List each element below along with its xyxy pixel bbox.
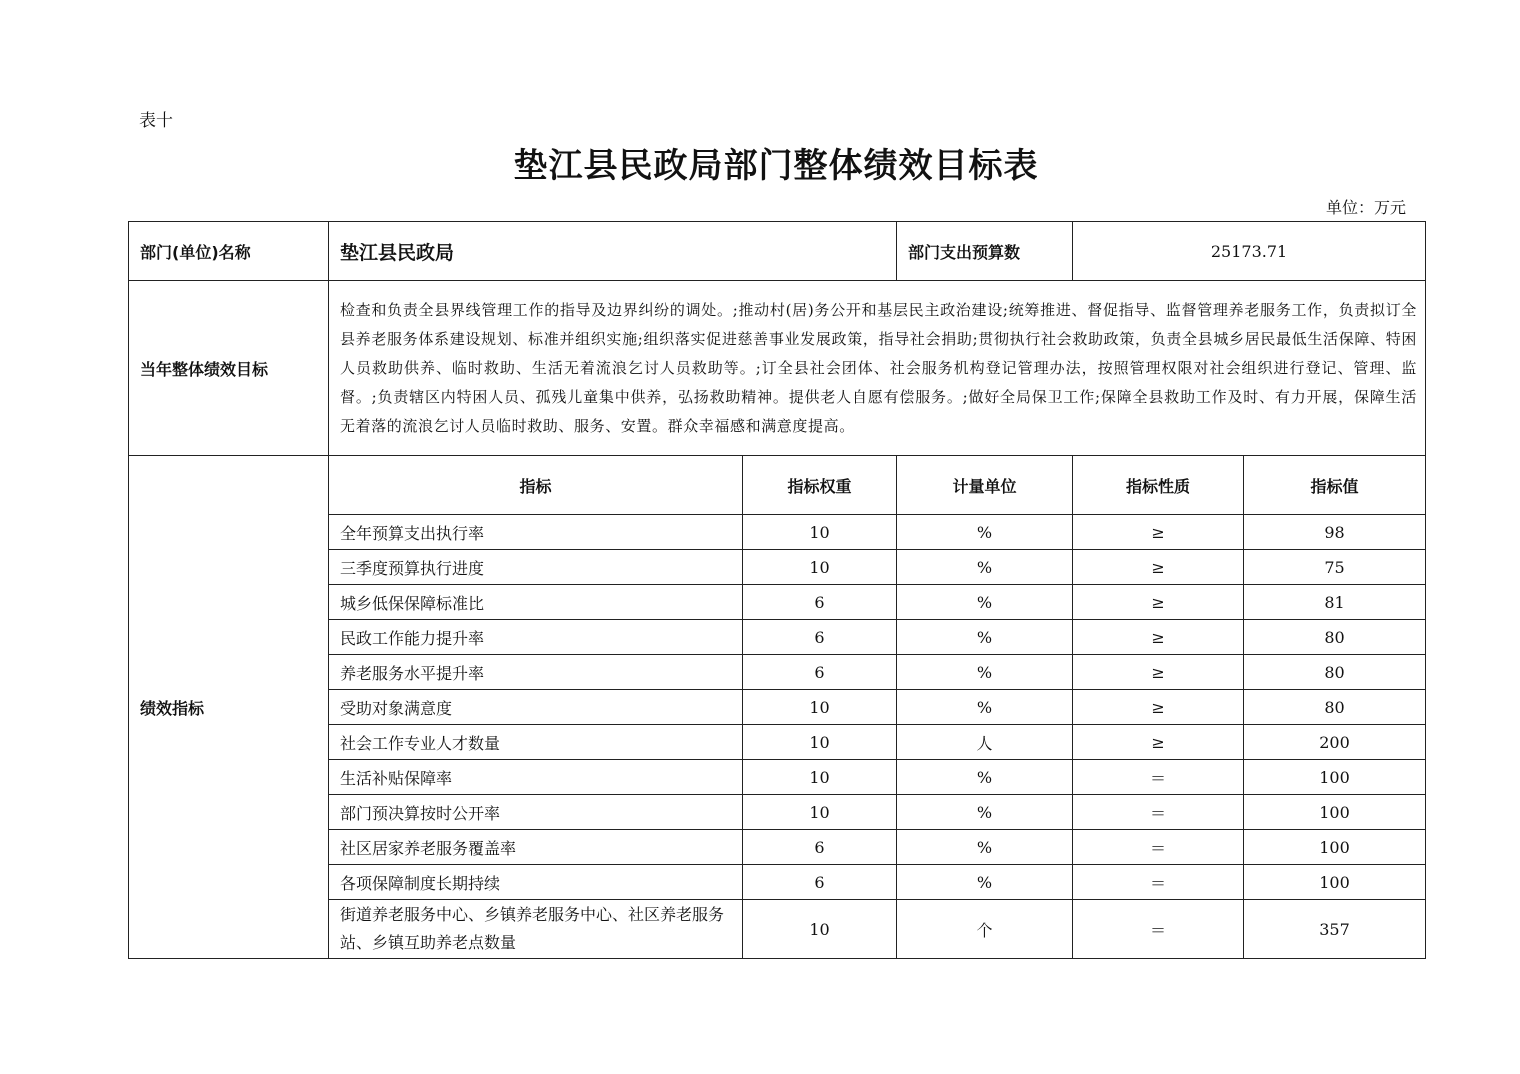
indicator-nature: ＝	[1073, 865, 1244, 900]
indicator-name: 民政工作能力提升率	[329, 620, 743, 655]
indicator-unit: %	[897, 830, 1073, 865]
indicator-value: 75	[1244, 550, 1426, 585]
indicator-name: 生活补贴保障率	[329, 760, 743, 795]
header-unit: 计量单位	[897, 456, 1073, 515]
indicator-value: 80	[1244, 690, 1426, 725]
indicator-name: 全年预算支出执行率	[329, 515, 743, 550]
indicator-weight: 6	[743, 830, 897, 865]
indicator-unit: %	[897, 795, 1073, 830]
indicator-name: 受助对象满意度	[329, 690, 743, 725]
indicator-nature: ＝	[1073, 830, 1244, 865]
indicator-value: 81	[1244, 585, 1426, 620]
indicator-weight: 10	[743, 760, 897, 795]
indicator-nature: ≥	[1073, 550, 1244, 585]
indicator-weight: 10	[743, 515, 897, 550]
goal-label: 当年整体绩效目标	[129, 281, 329, 456]
indicator-name: 各项保障制度长期持续	[329, 865, 743, 900]
indicator-nature: ＝	[1073, 760, 1244, 795]
indicator-weight: 10	[743, 550, 897, 585]
dept-name-value: 垫江县民政局	[329, 222, 897, 281]
indicator-unit: %	[897, 550, 1073, 585]
table-number: 表十	[139, 111, 173, 131]
indicator-unit: %	[897, 865, 1073, 900]
indicator-nature: ＝	[1073, 795, 1244, 830]
indicator-nature: ≥	[1073, 725, 1244, 760]
indicator-nature: ＝	[1073, 900, 1244, 959]
indicator-name: 部门预决算按时公开率	[329, 795, 743, 830]
indicator-name: 社区居家养老服务覆盖率	[329, 830, 743, 865]
indicator-value: 98	[1244, 515, 1426, 550]
header-nature: 指标性质	[1073, 456, 1244, 515]
indicator-name: 街道养老服务中心、乡镇养老服务中心、社区养老服务站、乡镇互助养老点数量	[329, 900, 743, 959]
indicator-nature: ≥	[1073, 585, 1244, 620]
indicator-name: 社会工作专业人才数量	[329, 725, 743, 760]
indicator-value: 100	[1244, 760, 1426, 795]
indicator-weight: 6	[743, 655, 897, 690]
indicator-unit: %	[897, 620, 1073, 655]
indicator-name: 养老服务水平提升率	[329, 655, 743, 690]
indicator-unit: %	[897, 690, 1073, 725]
dept-name-label: 部门(单位)名称	[129, 222, 329, 281]
indicator-value: 100	[1244, 865, 1426, 900]
header-weight: 指标权重	[743, 456, 897, 515]
indicator-value: 100	[1244, 830, 1426, 865]
indicator-weight: 6	[743, 585, 897, 620]
goal-text: 检查和负责全县界线管理工作的指导及边界纠纷的调处。;推动村(居)务公开和基层民主政治建设;统筹推进、督促指导、监督管理养老服务工作，负责拟订全县养老服务体系建设规划、标准并组织实施;组织落实促进慈善事业发展政策，指导社会捐助;贯彻执行社会救助政策，负责全县城乡居民最低生活保障、特困人员救助供养、临时救助、生活无着流浪乞讨人员救助等。;订全县社会团体、社会服务机构登记管理办法，按照管理权限对社会组织进行登记、管理、监督。;负责辖区内特困人员、孤残儿童集中供养，弘扬救助精神。提供老人自愿有偿服务。;做好全局保卫工作;保障全县救助工作及时、有力开展，保障生活无着落的流浪乞讨人员临时救助、服务、安置。群众幸福感和满意度提高。	[329, 281, 1426, 456]
indicator-value: 200	[1244, 725, 1426, 760]
indicator-unit: %	[897, 760, 1073, 795]
indicator-unit: %	[897, 655, 1073, 690]
indicator-name: 城乡低保保障标准比	[329, 585, 743, 620]
indicators-label: 绩效指标	[129, 456, 329, 959]
indicator-unit: 人	[897, 725, 1073, 760]
header-indicator: 指标	[329, 456, 743, 515]
indicator-weight: 10	[743, 900, 897, 959]
indicator-unit: %	[897, 515, 1073, 550]
budget-label: 部门支出预算数	[897, 222, 1073, 281]
indicator-value: 357	[1244, 900, 1426, 959]
budget-value: 25173.71	[1073, 222, 1426, 281]
indicator-weight: 10	[743, 725, 897, 760]
indicator-weight: 6	[743, 865, 897, 900]
indicator-weight: 6	[743, 620, 897, 655]
indicator-unit: %	[897, 585, 1073, 620]
performance-table	[128, 221, 1426, 959]
indicator-value: 100	[1244, 795, 1426, 830]
indicator-weight: 10	[743, 690, 897, 725]
indicator-value: 80	[1244, 620, 1426, 655]
indicator-nature: ≥	[1073, 690, 1244, 725]
indicator-nature: ≥	[1073, 515, 1244, 550]
indicator-unit: 个	[897, 900, 1073, 959]
indicator-weight: 10	[743, 795, 897, 830]
indicator-value: 80	[1244, 655, 1426, 690]
unit-label: 单位：万元	[1326, 198, 1407, 217]
indicator-nature: ≥	[1073, 655, 1244, 690]
header-value: 指标值	[1244, 456, 1426, 515]
indicator-name: 三季度预算执行进度	[329, 550, 743, 585]
indicator-nature: ≥	[1073, 620, 1244, 655]
page-title: 垫江县民政局部门整体绩效目标表	[513, 146, 1039, 186]
